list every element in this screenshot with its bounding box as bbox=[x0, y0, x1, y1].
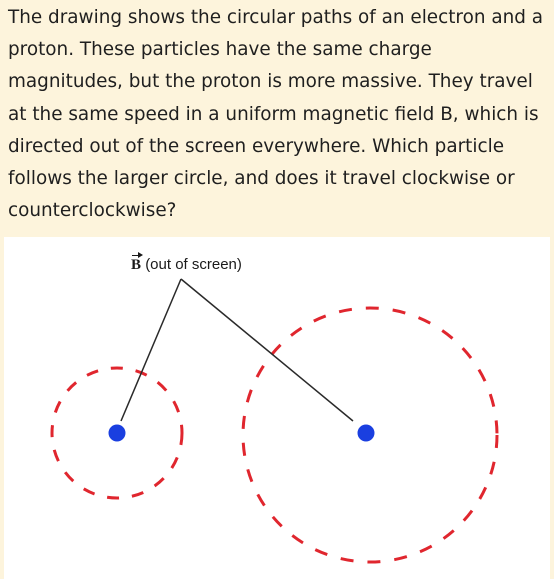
diagram-canvas bbox=[4, 237, 550, 579]
question-text: The drawing shows the circular paths of an electron and a proton. These particles have the same charge magnitudes, but the proton is more massive. They travel at the same speed in a uniform magnetic field B, which is directed out of the screen everywhere. Which particle follows the larger circle, and does it travel clockwise or counterclockwise? bbox=[8, 7, 544, 222]
magnetic-field-label bbox=[131, 256, 242, 274]
leader-line-small-particle bbox=[121, 279, 181, 421]
physics-diagram bbox=[4, 237, 550, 579]
leader-line-large-particle bbox=[181, 279, 353, 421]
field-direction-text: (out of screen) bbox=[145, 256, 242, 273]
small-path-particle bbox=[109, 425, 126, 442]
field-vector-symbol: B bbox=[131, 257, 142, 273]
large-path-particle bbox=[358, 425, 375, 442]
